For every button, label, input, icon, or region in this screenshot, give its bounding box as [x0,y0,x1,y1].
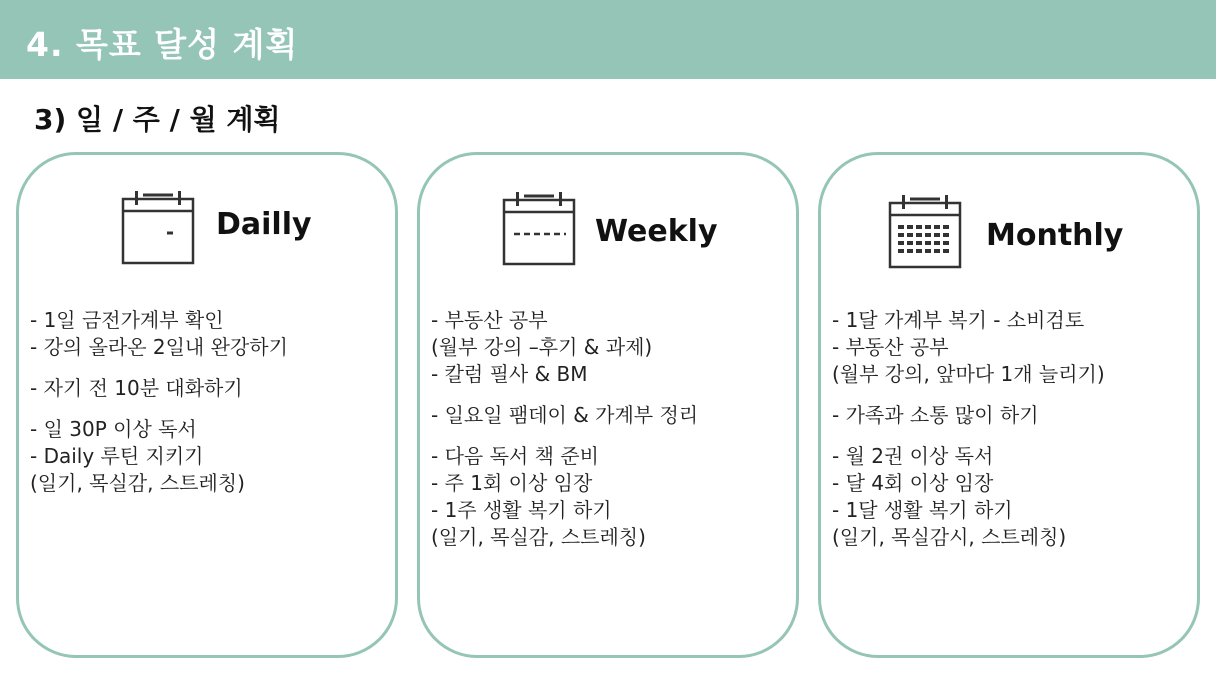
list-item: - 부동산 공부 [431,308,548,332]
weekly-items [431,307,791,551]
list-item: - 칼럼 필사 & BM [431,362,588,386]
list-spacer [832,429,1192,443]
monthly-title: Monthly [986,218,1124,253]
weekly-title: Weekly [595,214,718,249]
calendar-day-icon [121,189,195,265]
daily-title: Dailly [216,207,312,242]
list-item: (월부 강의 –후기 & 과제) [431,335,653,359]
list-item: - 1달 가계부 복기 - 소비검토 [832,308,1085,332]
list-item: (월부 강의, 앞마다 1개 늘리기) [832,362,1105,386]
list-item: - 강의 올라온 2일내 완강하기 [30,335,288,359]
list-item: - 달 4회 이상 임장 [832,471,994,495]
list-spacer [30,402,390,416]
list-item: (일기, 목실감, 스트레칭) [30,471,245,495]
list-spacer [832,388,1192,402]
daily-items [30,307,390,497]
page-title: 4. 목표 달성 계획 [26,25,299,64]
list-item: - 1주 생활 복기 하기 [431,498,612,522]
monthly-card [818,152,1200,658]
section-title: 3) 일 / 주 / 월 계획 [34,103,281,136]
header-bar [0,0,1216,79]
list-item: (일기, 목실감시, 스트레칭) [832,525,1067,549]
daily-card [16,152,398,658]
monthly-items [832,307,1192,551]
list-spacer [431,388,791,402]
list-item: - 다음 독서 책 준비 [431,444,599,468]
list-spacer [30,361,390,375]
list-spacer [431,429,791,443]
list-item: - 주 1회 이상 임장 [431,471,593,495]
list-item: - 자기 전 10분 대화하기 [30,376,243,400]
weekly-card [417,152,799,658]
calendar-month-icon [888,193,962,269]
list-item: - 부동산 공부 [832,335,949,359]
list-item: - 일요일 팸데이 & 가계부 정리 [431,403,699,427]
calendar-week-icon [502,190,576,266]
list-item: - 일 30P 이상 독서 [30,417,197,441]
list-item: - 1일 금전가계부 확인 [30,308,224,332]
list-item: - Daily 루틴 지키기 [30,444,204,468]
list-item: - 월 2권 이상 독서 [832,444,994,468]
list-item: - 1달 생활 복기 하기 [832,498,1013,522]
list-item: (일기, 목실감, 스트레칭) [431,525,646,549]
list-item: - 가족과 소통 많이 하기 [832,403,1039,427]
